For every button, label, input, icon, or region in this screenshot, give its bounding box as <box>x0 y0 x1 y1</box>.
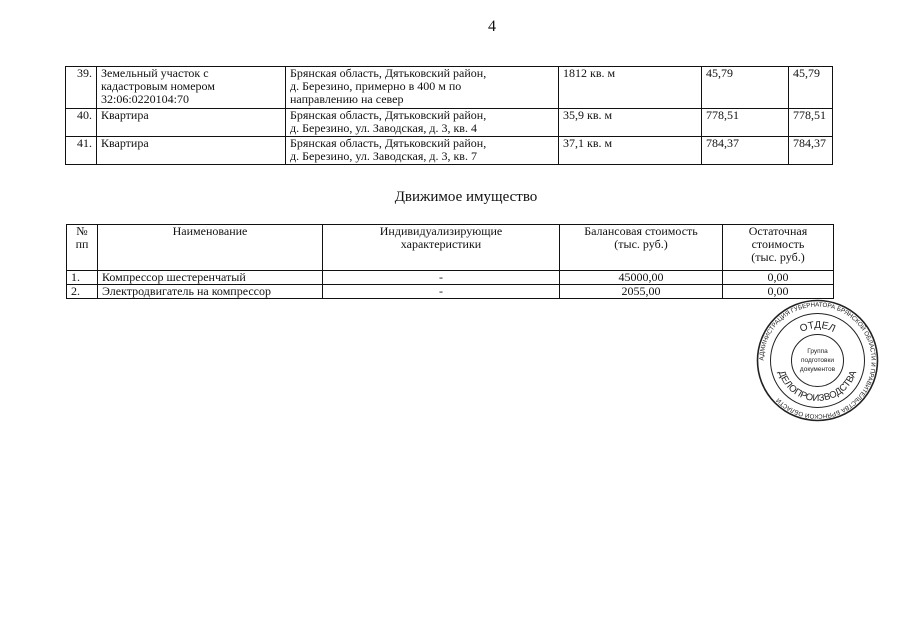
address-line: д. Березино, ул. Заводская, д. 3, кв. 7 <box>290 149 477 163</box>
section-title: Движимое имущество <box>394 189 538 205</box>
property-area: 1812 кв. м <box>559 67 702 109</box>
item-characteristics: - <box>323 271 560 285</box>
item-balance-value: 2055,00 <box>560 285 723 299</box>
property-area: 35,9 кв. м <box>559 109 702 137</box>
row-number: 41. <box>66 137 97 165</box>
header-balance-value <box>560 225 723 271</box>
table-row <box>67 285 834 299</box>
header-characteristics <box>323 225 560 271</box>
property-value-2: 45,79 <box>789 67 833 109</box>
header-line: Балансовая стоимость <box>584 224 698 238</box>
property-value-2: 784,37 <box>789 137 833 165</box>
header-line: пп <box>75 237 89 251</box>
realty-table <box>65 66 833 165</box>
property-name <box>97 67 286 109</box>
property-value-1: 778,51 <box>702 109 789 137</box>
stamp-inner-line: подготовки <box>801 357 834 364</box>
address-line: д. Березино, примерно в 400 м по <box>290 79 462 93</box>
property-address <box>286 137 559 165</box>
table-header-row <box>67 225 834 271</box>
item-name: Компрессор шестеренчатый <box>98 271 323 285</box>
address-line: направлению на север <box>290 92 404 106</box>
header-line: (тыс. руб.) <box>614 237 668 251</box>
header-line: Остаточная стоимость <box>748 224 808 251</box>
property-value-2: 778,51 <box>789 109 833 137</box>
row-number: 1. <box>67 271 98 285</box>
property-name: Квартира <box>97 109 286 137</box>
property-value-1: 45,79 <box>702 67 789 109</box>
row-number: 39. <box>66 67 97 109</box>
property-address <box>286 109 559 137</box>
movable-table <box>66 224 834 299</box>
stamp-ring-text: АДМИНИСТРАЦИЯ ГУБЕРНАТОРА БРЯНСКОЙ ОБЛАСТИ И ПРАВИТЕЛЬСТВА БРЯНСКОЙ ОБЛАСТИ <box>758 301 877 420</box>
header-number <box>67 225 98 271</box>
page-number: 4 <box>488 18 496 35</box>
table-row <box>66 67 833 109</box>
name-line: Земельный участок с <box>101 66 209 80</box>
stamp-inner-line: документов <box>799 366 836 373</box>
property-value-1: 784,37 <box>702 137 789 165</box>
item-residual-value: 0,00 <box>723 271 834 285</box>
row-number: 40. <box>66 109 97 137</box>
item-balance-value: 45000,00 <box>560 271 723 285</box>
address-line: Брянская область, Дятьковский район, <box>290 136 487 150</box>
header-line: Индивидуализирующие <box>379 224 503 238</box>
table-row <box>66 109 833 137</box>
name-line: 32:06:0220104:70 <box>101 92 190 106</box>
header-line: (тыс. руб.) <box>751 250 805 264</box>
stamp-dept-top: ОТДЕЛ <box>798 319 837 335</box>
table-row <box>66 137 833 165</box>
header-line: характеристики <box>400 237 482 251</box>
address-line: д. Березино, ул. Заводская, д. 3, кв. 4 <box>290 121 477 135</box>
name-line: кадастровым номером <box>101 79 215 93</box>
header-name: Наименование <box>98 225 323 271</box>
header-line: № <box>76 224 88 238</box>
address-line: Брянская область, Дятьковский район, <box>290 108 487 122</box>
property-name: Квартира <box>97 137 286 165</box>
property-address <box>286 67 559 109</box>
property-area: 37,1 кв. м <box>559 137 702 165</box>
item-residual-value: 0,00 <box>723 285 834 299</box>
row-number: 2. <box>67 285 98 299</box>
address-line: Брянская область, Дятьковский район, <box>290 66 487 80</box>
stamp-inner-line: Группа <box>807 348 828 355</box>
item-name: Электродвигатель на компрессор <box>98 285 323 299</box>
table-row <box>67 271 834 285</box>
stamp-dept-bottom: ДЕЛОПРОИЗВОДСТВА <box>775 369 860 405</box>
header-residual-value <box>723 225 834 271</box>
item-characteristics: - <box>323 285 560 299</box>
department-stamp <box>755 298 880 423</box>
